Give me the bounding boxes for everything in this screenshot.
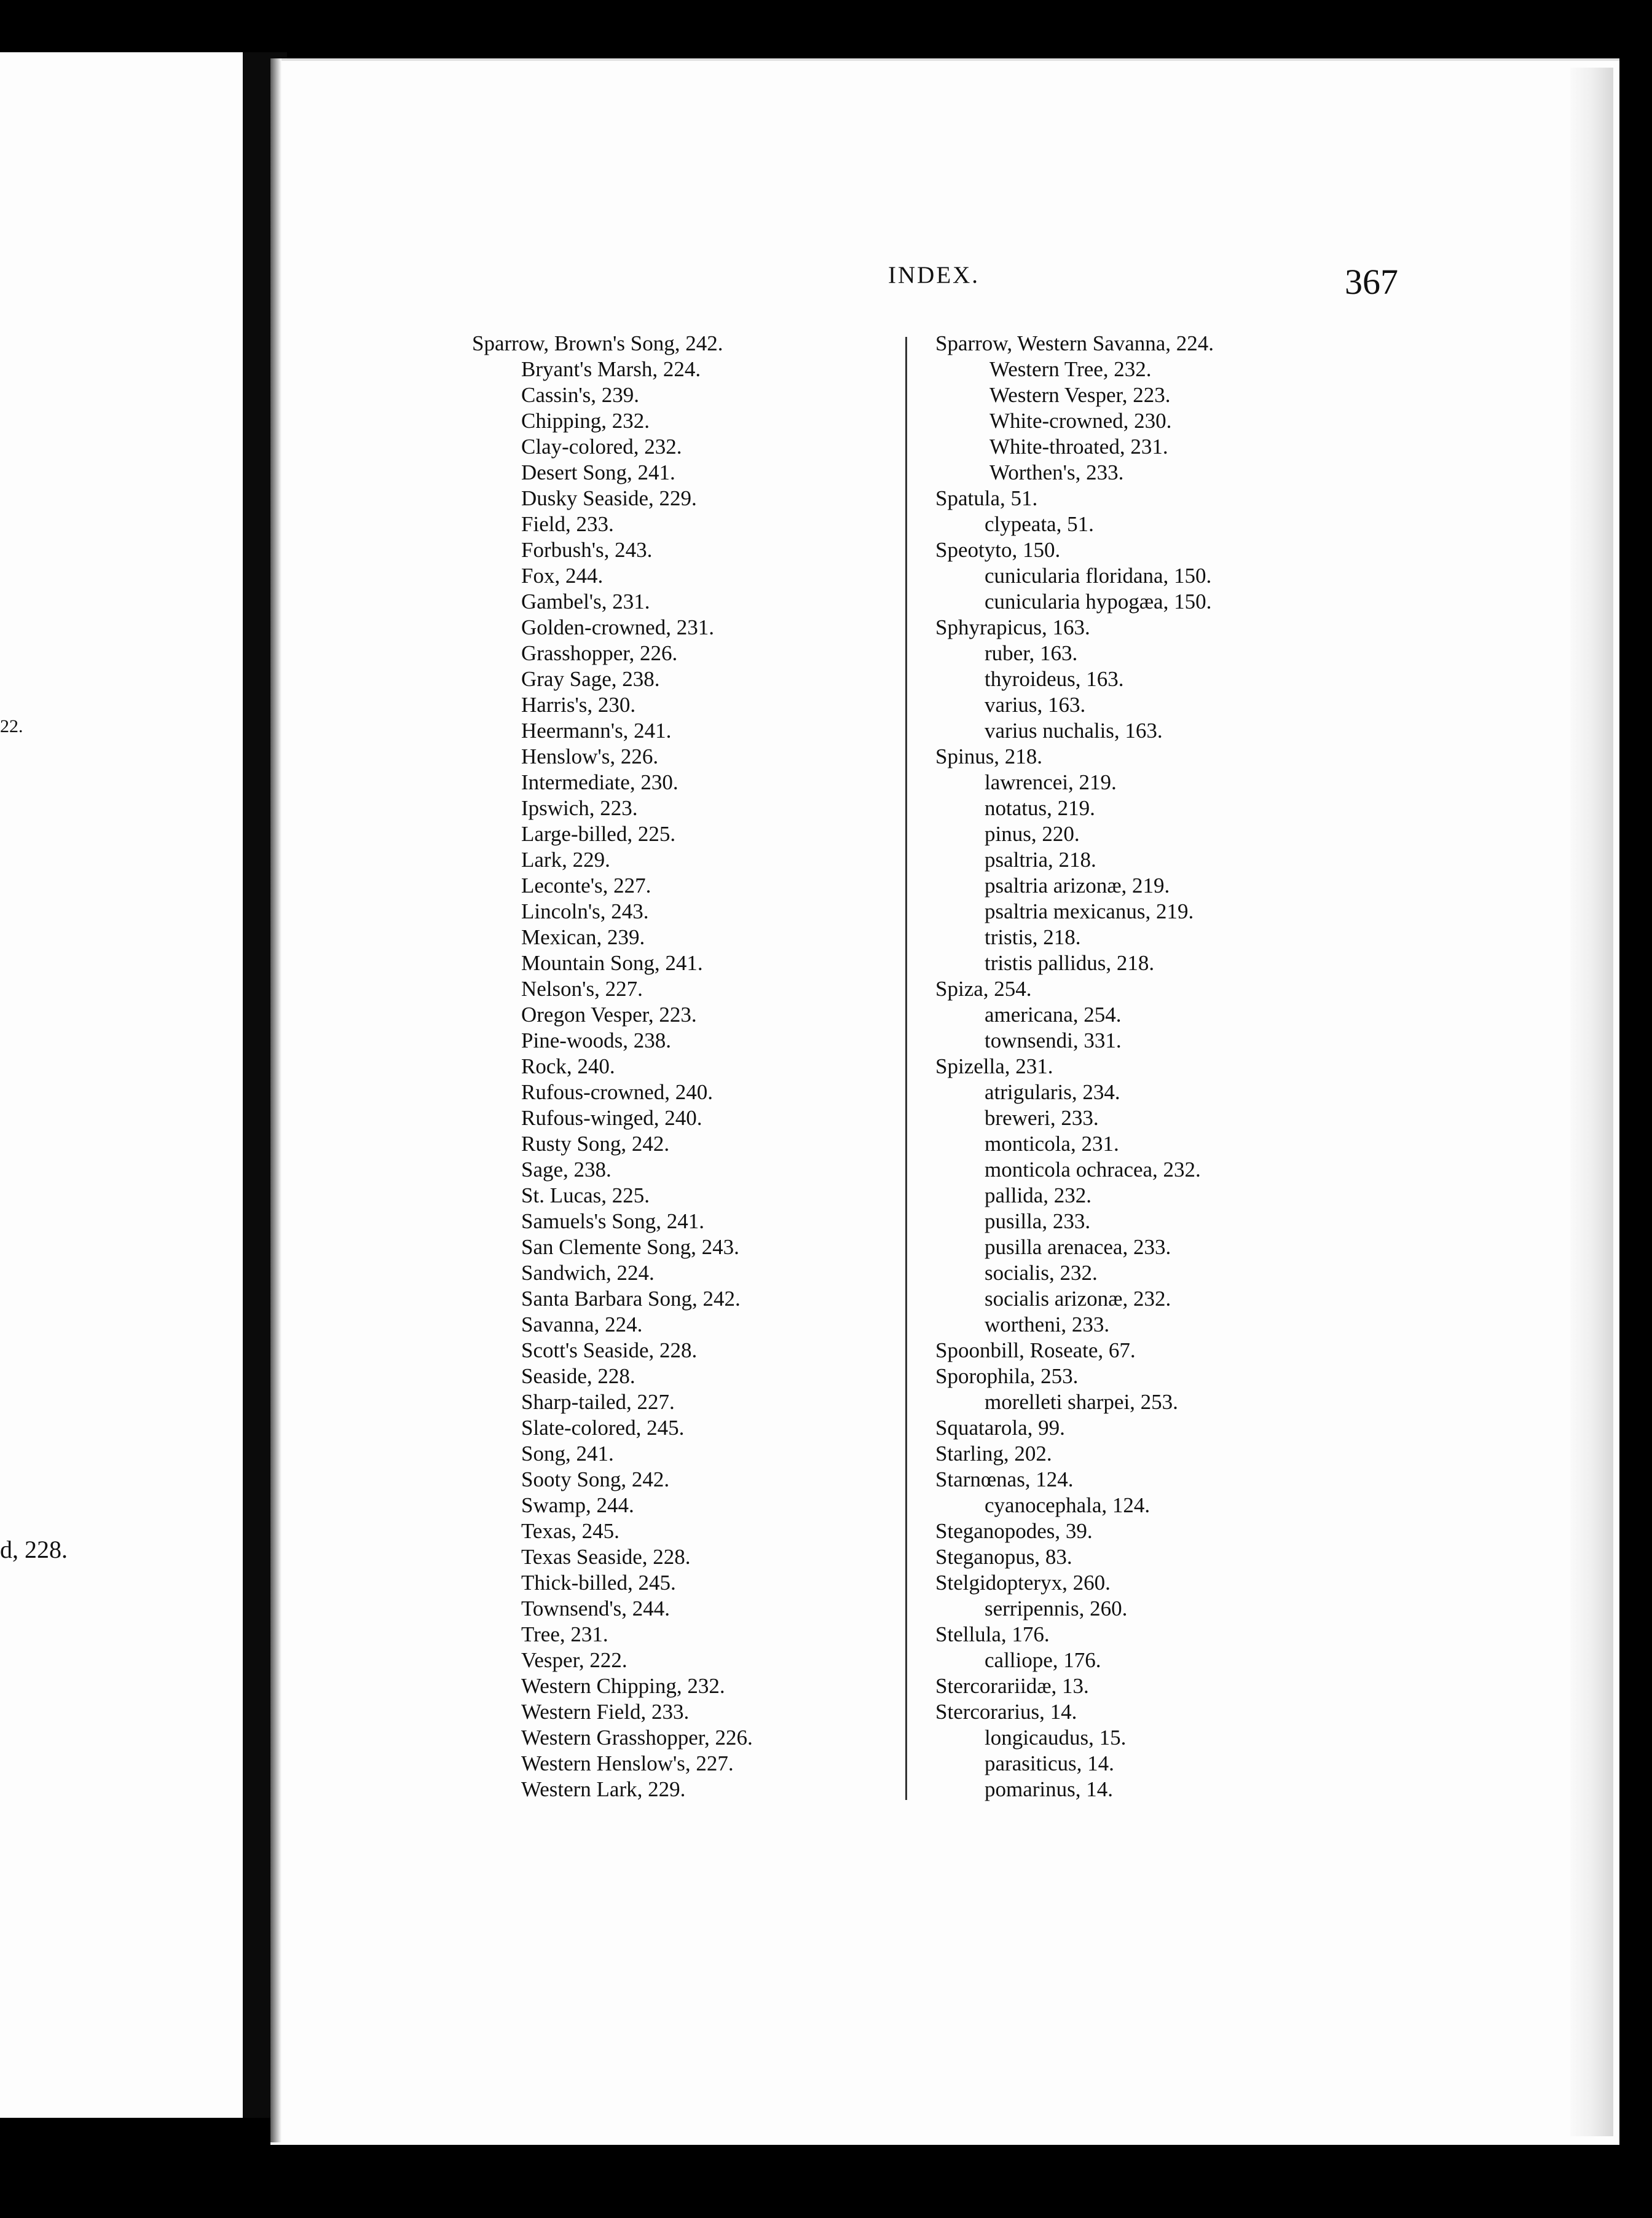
index-subentry: americana, 254. bbox=[985, 1003, 1122, 1027]
index-subentry: Savanna, 224. bbox=[521, 1312, 643, 1336]
index-subentry: White-throated, 231. bbox=[989, 435, 1168, 459]
index-subentry: Song, 241. bbox=[521, 1442, 614, 1466]
index-subentry: socialis arizonæ, 232. bbox=[985, 1287, 1171, 1311]
index-subentry: Forbush's, 243. bbox=[521, 538, 653, 562]
index-subentry: monticola ochracea, 232. bbox=[985, 1158, 1201, 1182]
index-subentry: pusilla, 233. bbox=[985, 1209, 1091, 1233]
index-subentry: Large-billed, 225. bbox=[521, 822, 676, 846]
index-subentry: longicaudus, 15. bbox=[985, 1726, 1127, 1750]
index-subentry: thyroideus, 163. bbox=[985, 667, 1124, 691]
index-subentry: Swamp, 244. bbox=[521, 1493, 634, 1517]
index-subentry: Rufous-crowned, 240. bbox=[521, 1080, 714, 1104]
index-subentry: Oregon Vesper, 223. bbox=[521, 1003, 697, 1027]
index-subentry: calliope, 176. bbox=[985, 1648, 1101, 1672]
spine-shadow bbox=[270, 58, 281, 2142]
index-entry: Starling, 202. bbox=[935, 1442, 1052, 1466]
index-entry: Speotyto, 150. bbox=[935, 538, 1061, 562]
index-subentry: Thick-billed, 245. bbox=[521, 1571, 676, 1595]
index-entry: Stercorariidæ, 13. bbox=[935, 1674, 1089, 1698]
index-subentry: psaltria mexicanus, 219. bbox=[985, 899, 1194, 923]
index-subentry: Slate-colored, 245. bbox=[521, 1416, 685, 1440]
index-entry: Steganopodes, 39. bbox=[935, 1519, 1093, 1543]
index-subentry: Tree, 231. bbox=[521, 1622, 608, 1646]
index-subentry: Seaside, 228. bbox=[521, 1364, 635, 1388]
index-subentry: Grasshopper, 226. bbox=[521, 641, 678, 665]
index-subentry: lawrencei, 219. bbox=[985, 770, 1117, 794]
index-entry: Spizella, 231. bbox=[935, 1054, 1053, 1078]
index-subentry: psaltria, 218. bbox=[985, 848, 1096, 872]
index-subentry: Nelson's, 227. bbox=[521, 977, 643, 1001]
index-subentry: Sage, 238. bbox=[521, 1158, 612, 1182]
column-divider bbox=[905, 337, 907, 1800]
index-subentry: Western Chipping, 232. bbox=[521, 1674, 725, 1698]
index-subentry: Western Grasshopper, 226. bbox=[521, 1726, 753, 1750]
index-entry: Sparrow, Brown's Song, 242. bbox=[472, 331, 723, 355]
page-edge bbox=[1570, 68, 1613, 2136]
index-subentry: morelleti sharpei, 253. bbox=[985, 1390, 1178, 1414]
index-subentry: Santa Barbara Song, 242. bbox=[521, 1287, 741, 1311]
index-subentry: parasiticus, 14. bbox=[985, 1751, 1114, 1775]
index-subentry: tristis, 218. bbox=[985, 925, 1081, 949]
index-subentry: socialis, 232. bbox=[985, 1261, 1098, 1285]
index-subentry: Sooty Song, 242. bbox=[521, 1467, 670, 1491]
index-subentry: cunicularia floridana, 150. bbox=[985, 564, 1212, 588]
index-subentry: pusilla arenacea, 233. bbox=[985, 1235, 1171, 1259]
index-subentry: pomarinus, 14. bbox=[985, 1777, 1114, 1801]
index-subentry: serripennis, 260. bbox=[985, 1596, 1128, 1620]
index-subentry: Fox, 244. bbox=[521, 564, 604, 588]
index-subentry: St. Lucas, 225. bbox=[521, 1183, 650, 1207]
index-subentry: Gambel's, 231. bbox=[521, 590, 650, 614]
index-entry: Stercorarius, 14. bbox=[935, 1700, 1077, 1724]
index-subentry: Western Tree, 232. bbox=[989, 357, 1152, 381]
index-subentry: Worthen's, 233. bbox=[989, 460, 1124, 484]
index-subentry: Mexican, 239. bbox=[521, 925, 645, 949]
index-subentry: Lincoln's, 243. bbox=[521, 899, 649, 923]
index-entry: Starnœnas, 124. bbox=[935, 1467, 1074, 1491]
index-subentry: Sharp-tailed, 227. bbox=[521, 1390, 675, 1414]
index-subentry: Texas, 245. bbox=[521, 1519, 620, 1543]
index-subentry: cyanocephala, 124. bbox=[985, 1493, 1150, 1517]
index-subentry: Sandwich, 224. bbox=[521, 1261, 655, 1285]
index-subentry: Rufous-winged, 240. bbox=[521, 1106, 702, 1130]
index-column-right bbox=[935, 331, 1214, 1802]
index-subentry: Chipping, 232. bbox=[521, 409, 650, 433]
left-page-text-fragment: 22. bbox=[0, 716, 23, 736]
index-subentry: Clay-colored, 232. bbox=[521, 435, 682, 459]
index-subentry: Harris's, 230. bbox=[521, 693, 636, 717]
index-subentry: Townsend's, 244. bbox=[521, 1596, 671, 1620]
index-subentry: Intermediate, 230. bbox=[521, 770, 678, 794]
index-subentry: Lark, 229. bbox=[521, 848, 610, 872]
index-subentry: pinus, 220. bbox=[985, 822, 1080, 846]
index-subentry: Western Lark, 229. bbox=[521, 1777, 686, 1801]
index-subentry: townsendi, 331. bbox=[985, 1028, 1122, 1052]
index-subentry: Western Henslow's, 227. bbox=[521, 1751, 734, 1775]
index-subentry: atrigularis, 234. bbox=[985, 1080, 1120, 1104]
index-entry: Spiza, 254. bbox=[935, 977, 1032, 1001]
index-subentry: Bryant's Marsh, 224. bbox=[521, 357, 701, 381]
index-subentry: breweri, 233. bbox=[985, 1106, 1099, 1130]
index-subentry: Pine-woods, 238. bbox=[521, 1028, 672, 1052]
index-entry: Sporophila, 253. bbox=[935, 1364, 1079, 1388]
index-entry: Sphyrapicus, 163. bbox=[935, 615, 1090, 639]
index-entry: Squatarola, 99. bbox=[935, 1416, 1065, 1440]
index-subentry: Field, 233. bbox=[521, 512, 614, 536]
index-subentry: Rock, 240. bbox=[521, 1054, 615, 1078]
index-subentry: Heermann's, 241. bbox=[521, 719, 672, 743]
index-subentry: Gray Sage, 238. bbox=[521, 667, 660, 691]
index-entry: Stelgidopteryx, 260. bbox=[935, 1571, 1111, 1595]
index-subentry: Western Field, 233. bbox=[521, 1700, 690, 1724]
index-subentry: psaltria arizonæ, 219. bbox=[985, 874, 1170, 898]
index-subentry: Mountain Song, 241. bbox=[521, 951, 703, 975]
index-subentry: Texas Seaside, 228. bbox=[521, 1545, 691, 1569]
index-subentry: Samuels's Song, 241. bbox=[521, 1209, 704, 1233]
previous-page bbox=[0, 52, 245, 2118]
index-entry: Spoonbill, Roseate, 67. bbox=[935, 1338, 1136, 1362]
index-subentry: Western Vesper, 223. bbox=[989, 383, 1171, 407]
index-entry: Spinus, 218. bbox=[935, 744, 1043, 768]
index-subentry: Ipswich, 223. bbox=[521, 796, 638, 820]
index-subentry: varius nuchalis, 163. bbox=[985, 719, 1163, 743]
index-entry: Stellula, 176. bbox=[935, 1622, 1050, 1646]
page-header-title: INDEX. bbox=[888, 262, 980, 288]
index-subentry: Scott's Seaside, 228. bbox=[521, 1338, 698, 1362]
index-subentry: Cassin's, 239. bbox=[521, 383, 640, 407]
index-column-left bbox=[472, 331, 753, 1802]
index-subentry: Leconte's, 227. bbox=[521, 874, 651, 898]
index-subentry: ruber, 163. bbox=[985, 641, 1078, 665]
index-entry: Spatula, 51. bbox=[935, 486, 1038, 510]
index-subentry: San Clemente Song, 243. bbox=[521, 1235, 739, 1259]
index-subentry: Dusky Seaside, 229. bbox=[521, 486, 697, 510]
index-subentry: White-crowned, 230. bbox=[989, 409, 1172, 433]
index-subentry: Rusty Song, 242. bbox=[521, 1132, 670, 1156]
page-number: 367 bbox=[1345, 262, 1398, 302]
index-subentry: Vesper, 222. bbox=[521, 1648, 627, 1672]
left-page-text-fragment: d, 228. bbox=[0, 1536, 68, 1563]
index-subentry: pallida, 232. bbox=[985, 1183, 1092, 1207]
index-entry: Sparrow, Western Savanna, 224. bbox=[935, 331, 1214, 355]
index-subentry: tristis pallidus, 218. bbox=[985, 951, 1155, 975]
index-subentry: notatus, 219. bbox=[985, 796, 1095, 820]
index-subentry: varius, 163. bbox=[985, 693, 1086, 717]
index-entry: Steganopus, 83. bbox=[935, 1545, 1072, 1569]
index-subentry: Henslow's, 226. bbox=[521, 744, 659, 768]
index-subentry: cunicularia hypogæa, 150. bbox=[985, 590, 1212, 614]
index-subentry: Golden-crowned, 231. bbox=[521, 615, 714, 639]
index-subentry: monticola, 231. bbox=[985, 1132, 1119, 1156]
index-subentry: Desert Song, 241. bbox=[521, 460, 675, 484]
index-subentry: clypeata, 51. bbox=[985, 512, 1094, 536]
index-subentry: wortheni, 233. bbox=[985, 1312, 1110, 1336]
